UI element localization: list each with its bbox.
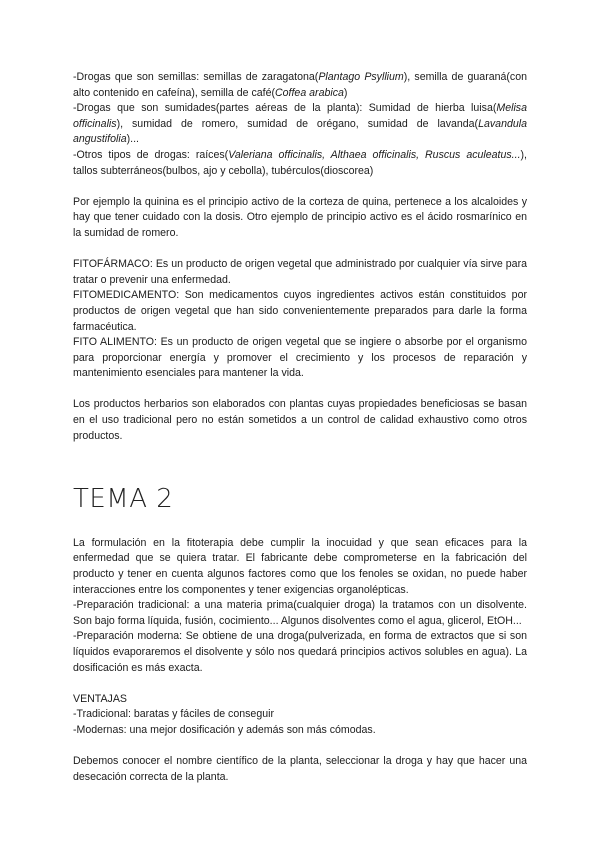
definition-fitomedicamento: FITOMEDICAMENTO: Son medicamentos cuyos ingredientes activos están constituidos por productos de origen vegetal que han sido convenientemente preparados para darle la forma farmacéutica.: [73, 289, 527, 333]
paragraph-preparacion-moderna: -Preparación moderna: Se obtiene de una droga(pulverizada, en forma de extractos que si son líquidos evaporaremos el disolvente y sólo nos quedará principios activos solubles en agua). La dosificación es más exacta.: [73, 630, 527, 674]
paragraph-closing: Debemos conocer el nombre científico de la planta, seleccionar la droga y hay que hacer una desecación correcta de la planta.: [73, 755, 527, 783]
paragraph-formulacion: La formulación en la fitoterapia debe cumplir la inocuidad y que sean eficaces para la enfermedad que se quiera tratar. El fabricante debe comprometerse en la fabricación del producto y tener en cuenta algunos factores como que los fenoles se oxidan, no puede haber interacciones entre los componentes y tener exigencias organolépticas.: [73, 536, 527, 596]
paragraph-quinina: Por ejemplo la quinina es el principio activo de la corteza de quina, pertenece a los alcaloides y hay que tener cuidado con la dosis. Otro ejemplo de principio activo es el ácido rosmarínico en la sumidad de romero.: [73, 195, 527, 239]
paragraph-preparacion-tradicional: -Preparación tradicional: a una materia prima(cualquier droga) la tratamos con un disolvente. Son bajo forma líquida, fusión, cocimiento... Algunos disolventes como el agua, glicerol, EtOH...: [73, 599, 527, 627]
paragraph-otras-drogas: -Otros tipos de drogas: raíces(Valeriana officinalis, Althaea officinalis, Ruscus aculeatus...), tallos subterráneos(bulbos, ajo y cebolla), tubérculos(dioscorea): [73, 148, 527, 177]
paragraph-productos-herbarios: Los productos herbarios son elaborados con plantas cuyas propiedades beneficiosas se basan en el uso tradicional pero no están sometidos a un control de calidad exhaustivo como otros productos.: [73, 398, 527, 442]
definition-fitofarmaco: FITOFÁRMACO: Es un producto de origen vegetal que administrado por cualquier vía sirve para tratar o prevenir una enfermedad.: [73, 258, 527, 286]
ventajas-modernas: -Modernas: una mejor dosificación y además son más cómodas.: [73, 723, 376, 736]
paragraph-semillas: -Drogas que son semillas: semillas de zaragatona(Plantago Psyllium), semilla de guaraná(con alto contenido en cafeína), semilla de café(Coffea arabica): [73, 71, 528, 99]
ventajas-heading: VENTAJAS: [73, 692, 127, 705]
definition-fitoalimento: FITO ALIMENTO: Es un producto de origen vegetal que se ingiere o absorbe por el organismo para proporcionar energía y promover el crecimiento y los procesos de reparación y mantenimiento esenciales para mantener la vida.: [73, 336, 527, 380]
section-title: TEMA 2: [73, 483, 174, 514]
ventajas-tradicional: -Tradicional: baratas y fáciles de conseguir: [73, 708, 274, 721]
paragraph-sumidades: -Drogas que son sumidades(partes aéreas de la planta): Sumidad de hierba luisa(Melisa officinalis), sumidad de romero, sumidad de orégano, sumidad de lavanda(Lavandula angustifolia)...: [73, 102, 527, 146]
